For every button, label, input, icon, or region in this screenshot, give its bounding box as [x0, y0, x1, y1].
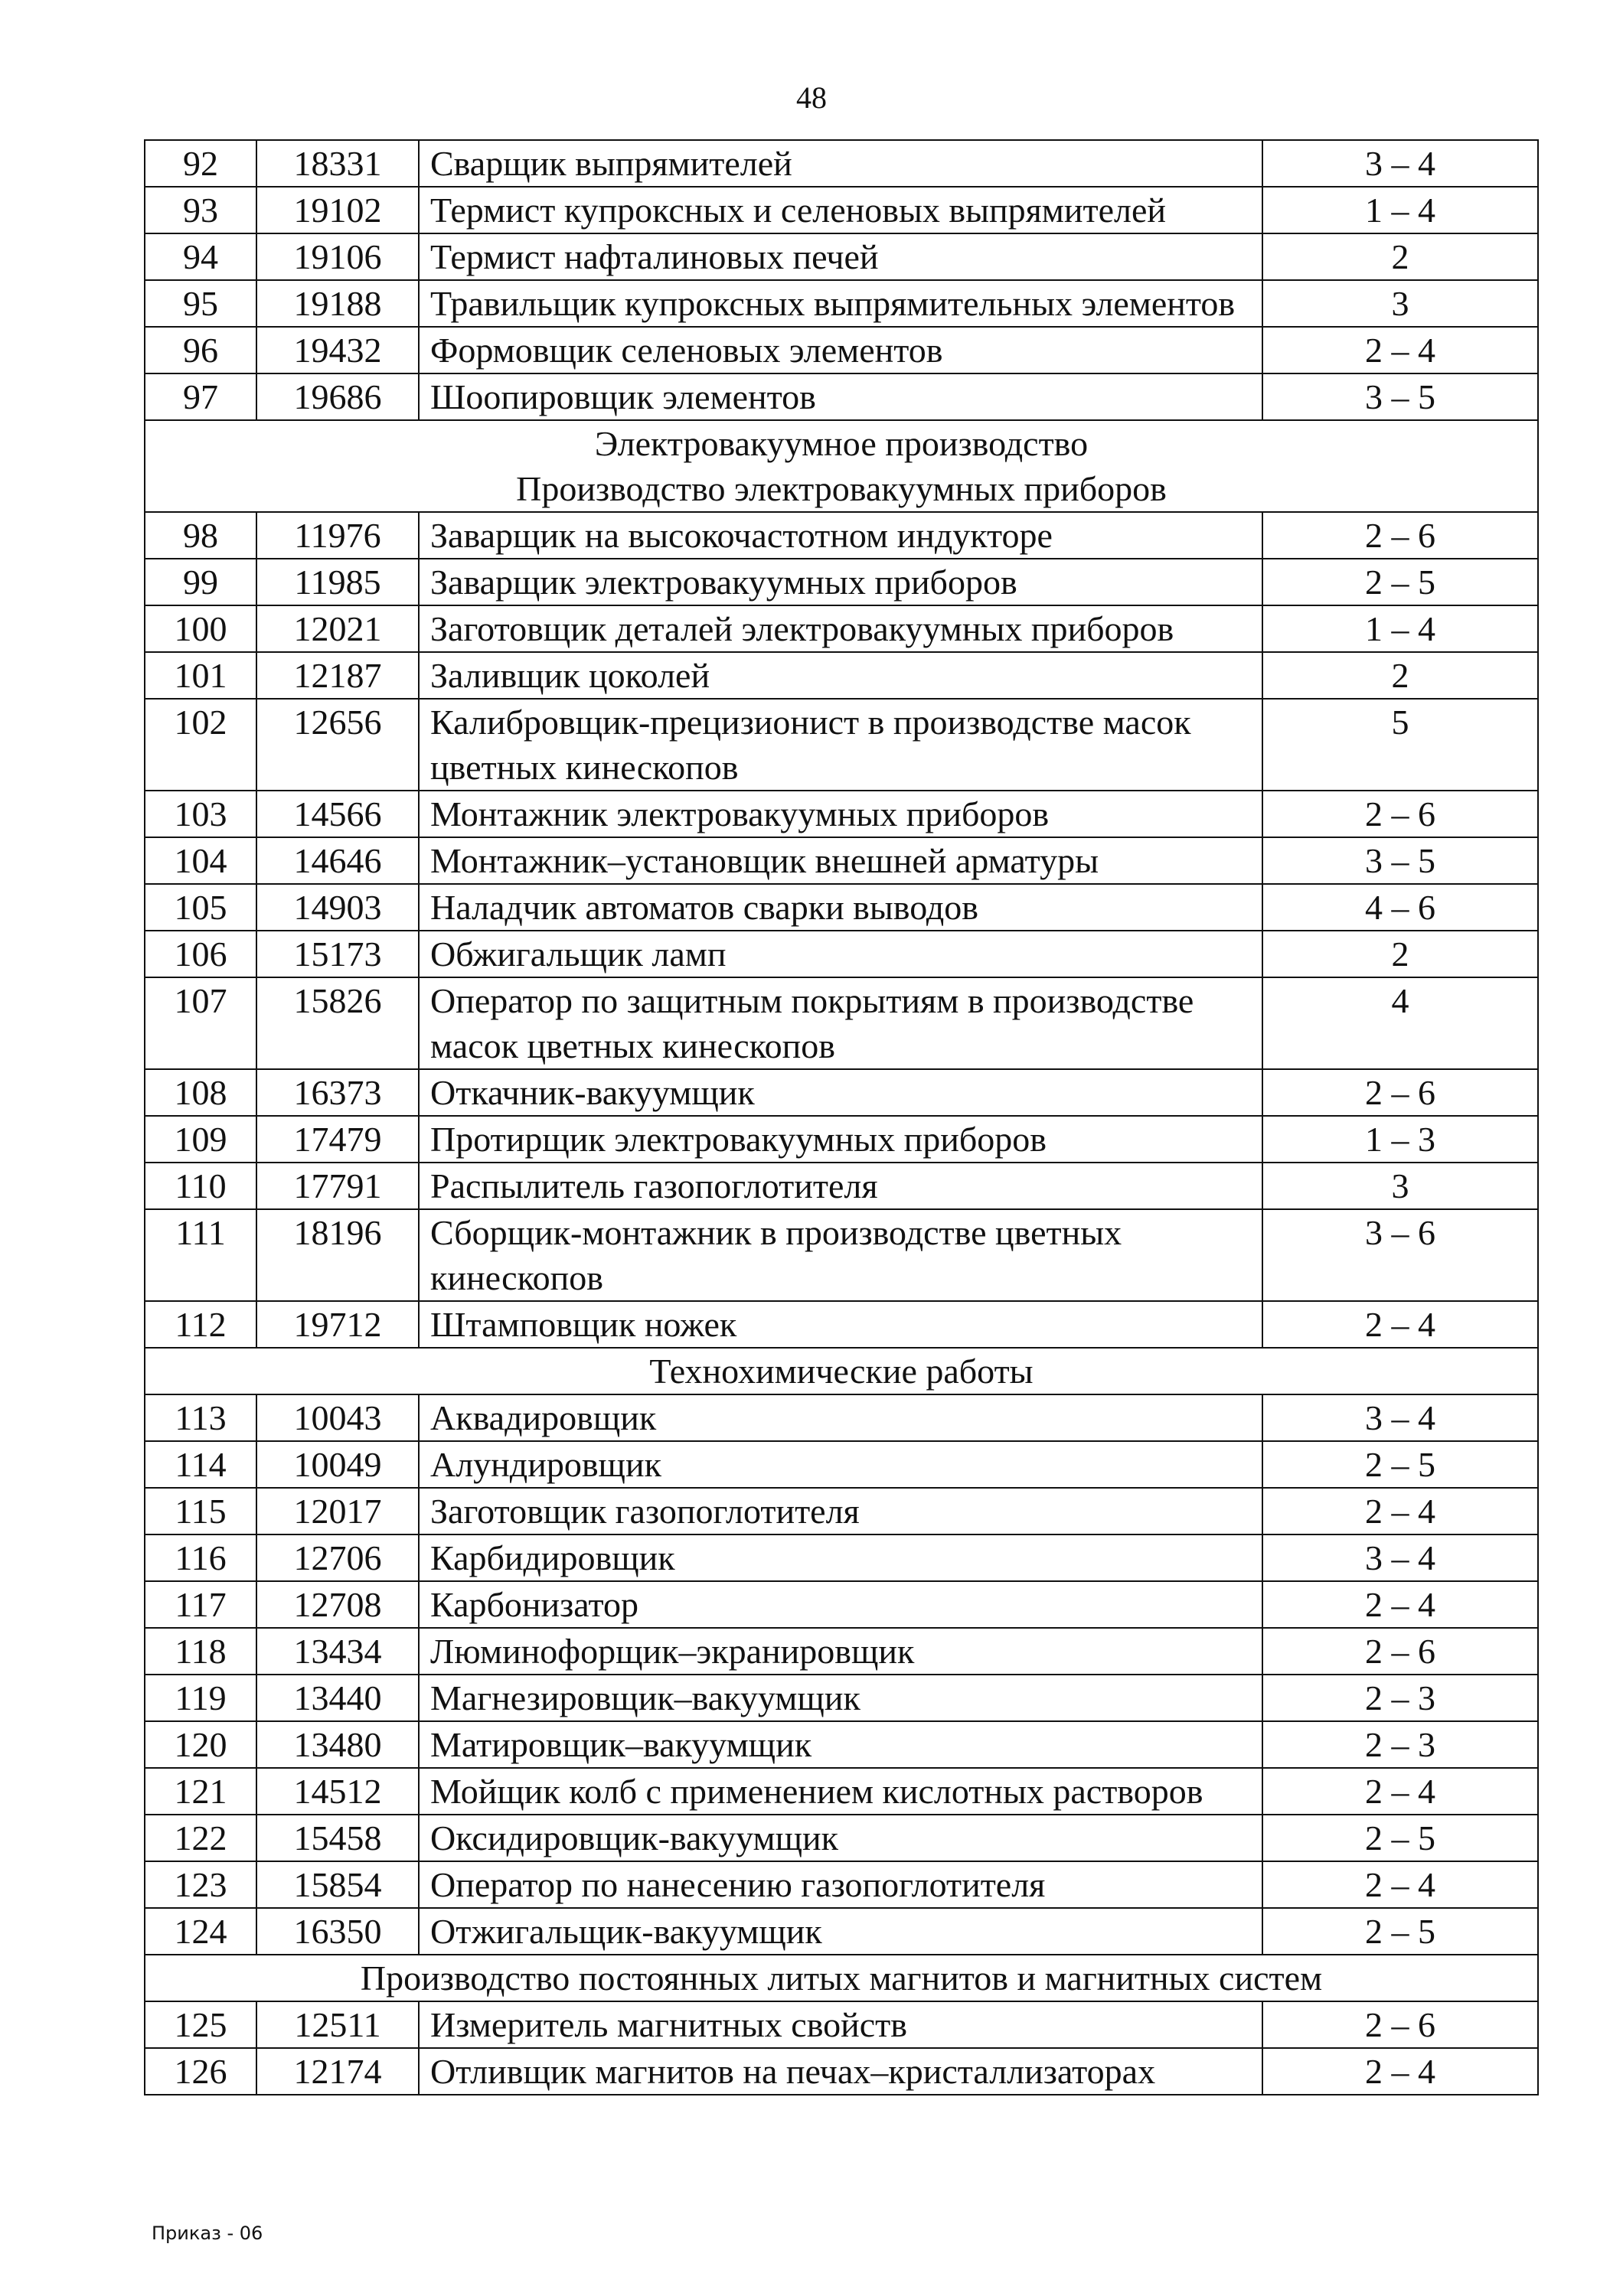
professions-table — [144, 139, 1539, 2095]
table-row — [145, 931, 1538, 977]
row-number: 114 — [145, 1441, 256, 1488]
table-row — [145, 1394, 1538, 1441]
table-row — [145, 1209, 1538, 1301]
grade-range: 2 – 4 — [1262, 2048, 1538, 2095]
row-number: 98 — [145, 512, 256, 559]
page-number: 48 — [796, 80, 827, 115]
grade-range: 5 — [1262, 699, 1538, 791]
profession-code: 17791 — [256, 1163, 419, 1209]
profession-code: 12187 — [256, 652, 419, 699]
profession-code: 12021 — [256, 605, 419, 652]
grade-range: 2 – 4 — [1262, 1581, 1538, 1628]
profession-code: 13440 — [256, 1675, 419, 1721]
row-number: 121 — [145, 1768, 256, 1815]
grade-range: 3 – 5 — [1262, 373, 1538, 420]
section-header-row — [145, 1955, 1538, 2001]
profession-code: 16350 — [256, 1908, 419, 1955]
profession-code: 16373 — [256, 1069, 419, 1116]
profession-name: Заготовщик деталей электровакуумных приборов — [419, 605, 1262, 652]
profession-name: Аквадировщик — [419, 1394, 1262, 1441]
row-number: 104 — [145, 837, 256, 884]
profession-code: 15854 — [256, 1861, 419, 1908]
row-number: 109 — [145, 1116, 256, 1163]
row-number: 105 — [145, 884, 256, 931]
profession-name: Карбидировщик — [419, 1534, 1262, 1581]
table-row — [145, 1441, 1538, 1488]
profession-code: 18196 — [256, 1209, 419, 1301]
grade-range: 2 – 5 — [1262, 1441, 1538, 1488]
profession-code: 12174 — [256, 2048, 419, 2095]
grade-range: 1 – 4 — [1262, 605, 1538, 652]
profession-name: Магнезировщик–вакуумщик — [419, 1675, 1262, 1721]
profession-name: Заготовщик газопоглотителя — [419, 1488, 1262, 1534]
row-number: 93 — [145, 187, 256, 233]
table-row — [145, 559, 1538, 605]
row-number: 117 — [145, 1581, 256, 1628]
table-row — [145, 1628, 1538, 1675]
profession-name: Отливщик магнитов на печах–кристаллизаторах — [419, 2048, 1262, 2095]
row-number: 125 — [145, 2001, 256, 2048]
table-row — [145, 1116, 1538, 1163]
profession-code: 12706 — [256, 1534, 419, 1581]
grade-range: 2 – 6 — [1262, 512, 1538, 559]
grade-range: 1 – 4 — [1262, 187, 1538, 233]
table-row — [145, 327, 1538, 373]
table-row — [145, 1301, 1538, 1348]
row-number: 99 — [145, 559, 256, 605]
grade-range: 2 – 4 — [1262, 1301, 1538, 1348]
table-row — [145, 1768, 1538, 1815]
row-number: 126 — [145, 2048, 256, 2095]
grade-range: 2 – 4 — [1262, 327, 1538, 373]
table-row — [145, 1815, 1538, 1861]
section-header-row — [145, 420, 1538, 512]
table-row — [145, 187, 1538, 233]
profession-name: Алундировщик — [419, 1441, 1262, 1488]
profession-code: 12017 — [256, 1488, 419, 1534]
profession-code: 10043 — [256, 1394, 419, 1441]
profession-name: Мойщик колб с применением кислотных растворов — [419, 1768, 1262, 1815]
row-number: 103 — [145, 791, 256, 837]
grade-range: 3 – 5 — [1262, 837, 1538, 884]
grade-range: 3 — [1262, 1163, 1538, 1209]
profession-name: Сварщик выпрямителей — [419, 140, 1262, 187]
profession-name: Карбонизатор — [419, 1581, 1262, 1628]
table-row — [145, 1721, 1538, 1768]
profession-name: Монтажник электровакуумных приборов — [419, 791, 1262, 837]
profession-name: Откачник-вакуумщик — [419, 1069, 1262, 1116]
row-number: 112 — [145, 1301, 256, 1348]
profession-name: Обжигальщик ламп — [419, 931, 1262, 977]
table-row — [145, 1163, 1538, 1209]
table-row — [145, 1534, 1538, 1581]
grade-range: 2 – 3 — [1262, 1675, 1538, 1721]
row-number: 101 — [145, 652, 256, 699]
row-number: 122 — [145, 1815, 256, 1861]
grade-range: 2 — [1262, 931, 1538, 977]
table-row — [145, 140, 1538, 187]
profession-code: 19188 — [256, 280, 419, 327]
row-number: 119 — [145, 1675, 256, 1721]
profession-name: Монтажник–установщик внешней арматуры — [419, 837, 1262, 884]
section-header — [145, 1348, 1538, 1394]
table-row — [145, 605, 1538, 652]
table-row — [145, 791, 1538, 837]
table-row — [145, 2048, 1538, 2095]
profession-code: 13480 — [256, 1721, 419, 1768]
profession-code: 12708 — [256, 1581, 419, 1628]
row-number: 94 — [145, 233, 256, 280]
profession-code: 14512 — [256, 1768, 419, 1815]
grade-range: 2 – 6 — [1262, 2001, 1538, 2048]
grade-range: 3 – 4 — [1262, 1394, 1538, 1441]
profession-name: Оператор по защитным покрытиям в производстве масок цветных кинескопов — [419, 977, 1262, 1069]
table-row — [145, 1581, 1538, 1628]
profession-name: Наладчик автоматов сварки выводов — [419, 884, 1262, 931]
table-row — [145, 1861, 1538, 1908]
profession-name: Травильщик купроксных выпрямительных элементов — [419, 280, 1262, 327]
grade-range: 2 – 4 — [1262, 1861, 1538, 1908]
table-row — [145, 652, 1538, 699]
grade-range: 3 – 6 — [1262, 1209, 1538, 1301]
profession-name: Калибровщик-прецизионист в производстве масок цветных кинескопов — [419, 699, 1262, 791]
profession-name: Заварщик на высокочастотном индукторе — [419, 512, 1262, 559]
grade-range: 3 – 4 — [1262, 1534, 1538, 1581]
row-number: 107 — [145, 977, 256, 1069]
table-row — [145, 1908, 1538, 1955]
profession-name: Термист купроксных и селеновых выпрямителей — [419, 187, 1262, 233]
grade-range: 2 — [1262, 233, 1538, 280]
profession-code: 14566 — [256, 791, 419, 837]
row-number: 124 — [145, 1908, 256, 1955]
grade-range: 2 — [1262, 652, 1538, 699]
table-row — [145, 1675, 1538, 1721]
profession-code: 15458 — [256, 1815, 419, 1861]
profession-code: 12656 — [256, 699, 419, 791]
row-number: 115 — [145, 1488, 256, 1534]
grade-range: 2 – 5 — [1262, 559, 1538, 605]
profession-code: 19686 — [256, 373, 419, 420]
profession-name: Распылитель газопоглотителя — [419, 1163, 1262, 1209]
grade-range: 3 – 4 — [1262, 140, 1538, 187]
table-row — [145, 1488, 1538, 1534]
profession-name: Протирщик электровакуумных приборов — [419, 1116, 1262, 1163]
row-number: 111 — [145, 1209, 256, 1301]
table-row — [145, 2001, 1538, 2048]
profession-name: Матировщик–вакуумщик — [419, 1721, 1262, 1768]
profession-name: Термист нафталиновых печей — [419, 233, 1262, 280]
profession-name: Оксидировщик-вакуумщик — [419, 1815, 1262, 1861]
section-title: Электровакуумное производство — [594, 424, 1089, 463]
section-title: Технохимические работы — [649, 1352, 1034, 1391]
row-number: 110 — [145, 1163, 256, 1209]
footer-label: Приказ - 06 — [152, 2223, 263, 2244]
profession-code: 15173 — [256, 931, 419, 977]
row-number: 92 — [145, 140, 256, 187]
row-number: 120 — [145, 1721, 256, 1768]
grade-range: 1 – 3 — [1262, 1116, 1538, 1163]
table-row — [145, 837, 1538, 884]
row-number: 113 — [145, 1394, 256, 1441]
table-row — [145, 280, 1538, 327]
grade-range: 2 – 5 — [1262, 1815, 1538, 1861]
section-header — [145, 1955, 1538, 2001]
grade-range: 2 – 4 — [1262, 1768, 1538, 1815]
profession-name: Заварщик электровакуумных приборов — [419, 559, 1262, 605]
profession-name: Люминофорщик–экранировщик — [419, 1628, 1262, 1675]
row-number: 102 — [145, 699, 256, 791]
row-number: 116 — [145, 1534, 256, 1581]
row-number: 97 — [145, 373, 256, 420]
profession-name: Сборщик-монтажник в производстве цветных кинескопов — [419, 1209, 1262, 1301]
section-title: Производство постоянных литых магнитов и магнитных систем — [360, 1958, 1323, 1998]
grade-range: 2 – 6 — [1262, 791, 1538, 837]
profession-code: 19432 — [256, 327, 419, 373]
profession-name: Шоопировщик элементов — [419, 373, 1262, 420]
table-row — [145, 512, 1538, 559]
grade-range: 2 – 6 — [1262, 1069, 1538, 1116]
grade-range: 4 – 6 — [1262, 884, 1538, 931]
grade-range: 2 – 3 — [1262, 1721, 1538, 1768]
profession-code: 19712 — [256, 1301, 419, 1348]
grade-range: 2 – 5 — [1262, 1908, 1538, 1955]
profession-code: 19106 — [256, 233, 419, 280]
table-row — [145, 977, 1538, 1069]
profession-name: Формовщик селеновых элементов — [419, 327, 1262, 373]
section-title: Производство электровакуумных приборов — [516, 469, 1167, 508]
profession-code: 11976 — [256, 512, 419, 559]
profession-code: 19102 — [256, 187, 419, 233]
row-number: 106 — [145, 931, 256, 977]
profession-code: 14903 — [256, 884, 419, 931]
section-header-row — [145, 1348, 1538, 1394]
table-row — [145, 1069, 1538, 1116]
table-row — [145, 884, 1538, 931]
profession-code: 13434 — [256, 1628, 419, 1675]
profession-code: 18331 — [256, 140, 419, 187]
profession-code: 12511 — [256, 2001, 419, 2048]
row-number: 100 — [145, 605, 256, 652]
profession-code: 14646 — [256, 837, 419, 884]
table-row — [145, 373, 1538, 420]
row-number: 118 — [145, 1628, 256, 1675]
row-number: 96 — [145, 327, 256, 373]
profession-name: Штамповщик ножек — [419, 1301, 1262, 1348]
profession-code: 17479 — [256, 1116, 419, 1163]
profession-code: 11985 — [256, 559, 419, 605]
profession-name: Оператор по нанесению газопоглотителя — [419, 1861, 1262, 1908]
profession-name: Измеритель магнитных свойств — [419, 2001, 1262, 2048]
table-row — [145, 699, 1538, 791]
grade-range: 3 — [1262, 280, 1538, 327]
profession-code: 15826 — [256, 977, 419, 1069]
section-header — [145, 420, 1538, 512]
profession-name: Заливщик цоколей — [419, 652, 1262, 699]
grade-range: 2 – 6 — [1262, 1628, 1538, 1675]
profession-code: 10049 — [256, 1441, 419, 1488]
grade-range: 4 — [1262, 977, 1538, 1069]
row-number: 95 — [145, 280, 256, 327]
row-number: 108 — [145, 1069, 256, 1116]
profession-name: Отжигальщик-вакуумщик — [419, 1908, 1262, 1955]
row-number: 123 — [145, 1861, 256, 1908]
grade-range: 2 – 4 — [1262, 1488, 1538, 1534]
table-row — [145, 233, 1538, 280]
